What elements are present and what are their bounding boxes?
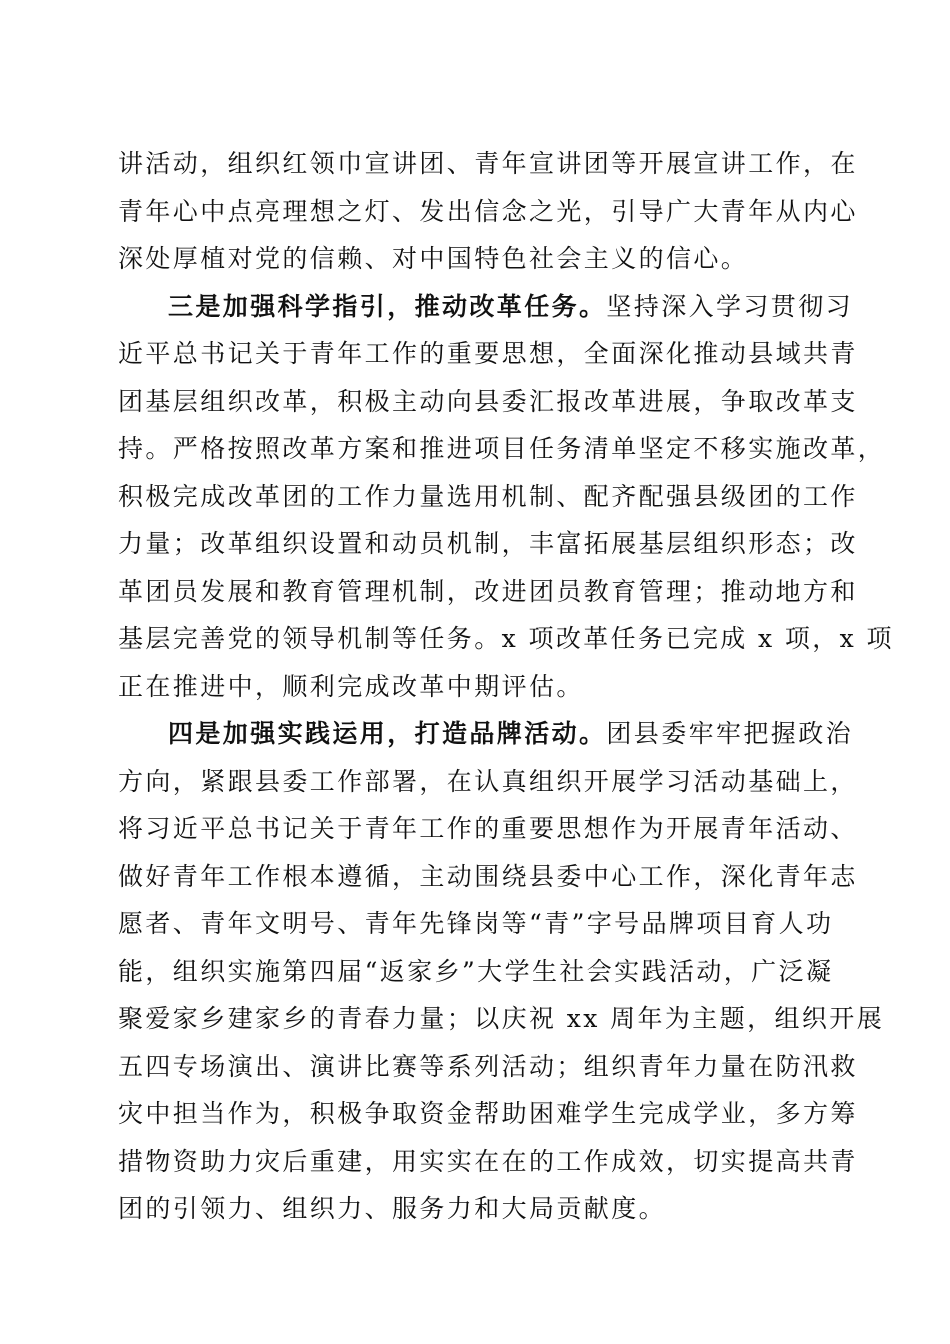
p2-line-2: 近平总书记关于青年工作的重要思想，全面深化推动县域共青 bbox=[118, 339, 858, 368]
p3-line-5: 愿者、青年文明号、青年先锋岗等“青”字号品牌项目育人功 bbox=[118, 909, 834, 938]
p1-line-2: 青年心中点亮理想之灯、发出信念之光，引导广大青年从内心 bbox=[118, 196, 858, 226]
p2-line-3: 团基层组织改革，积极主动向县委汇报改革进展，争取改革支 bbox=[118, 386, 858, 416]
p3-line-10: 措物资助力灾后重建，用实实在在的工作成效，切实提高共青 bbox=[118, 1146, 858, 1176]
p3-first-line bbox=[118, 710, 854, 758]
p3-heading: 四是加强实践运用，打造品牌活动。 bbox=[168, 719, 607, 748]
p3-line-4: 做好青年工作根本遵循，主动围绕县委中心工作，深化青年志 bbox=[118, 861, 858, 891]
p3-line-7: 聚爱家乡建家乡的青春力量；以庆祝 xx 周年为主题，组织开展 bbox=[118, 1004, 885, 1033]
p2-line-9: 正在推进中，顺利完成改革中期评估。 bbox=[118, 671, 584, 701]
p3-line-6: 能，组织实施第四届“返家乡”大学生社会实践活动，广泛凝 bbox=[118, 956, 834, 986]
p1-line-3: 深处厚植对党的信赖、对中国特色社会主义的信心。 bbox=[118, 244, 749, 273]
p2-line-7: 革团员发展和教育管理机制，改进团员教育管理；推动地方和 bbox=[118, 576, 858, 606]
p2-heading: 三是加强科学指引，推动改革任务。 bbox=[168, 291, 607, 321]
p3-line-9: 灾中担当作为，积极争取资金帮助困难学生完成学业，多方筹 bbox=[118, 1099, 858, 1128]
p2-first-line-rest: 坚持深入学习贯彻习 bbox=[606, 291, 854, 321]
body-text bbox=[118, 140, 894, 1233]
p3-first-line-rest: 团县委牢牢把握政治 bbox=[606, 719, 854, 748]
p3-line-11: 团的引领力、组织力、服务力和大局贡献度。 bbox=[118, 1194, 667, 1223]
p2-line-4: 持。严格按照改革方案和推进项目任务清单坚定不移实施改革， bbox=[118, 434, 886, 463]
p2-first-line bbox=[118, 283, 854, 331]
p1-line-1: 讲活动，组织红领巾宣讲团、青年宣讲团等开展宣讲工作，在 bbox=[118, 149, 858, 178]
p3-line-2: 方向，紧跟县委工作部署，在认真组织开展学习活动基础上， bbox=[118, 766, 858, 796]
p2-line-6: 力量；改革组织设置和动员机制，丰富拓展基层组织形态；改 bbox=[118, 529, 858, 558]
p3-line-8: 五四专场演出、演讲比赛等系列活动；组织青年力量在防汛救 bbox=[118, 1051, 858, 1081]
p2-line-5: 积极完成改革团的工作力量选用机制、配齐配强县级团的工作 bbox=[118, 481, 858, 511]
p3-line-3: 将习近平总书记关于青年工作的重要思想作为开展青年活动、 bbox=[118, 814, 858, 843]
p2-line-8: 基层完善党的领导机制等任务。x 项改革任务已完成 x 项，x 项 bbox=[118, 624, 894, 653]
